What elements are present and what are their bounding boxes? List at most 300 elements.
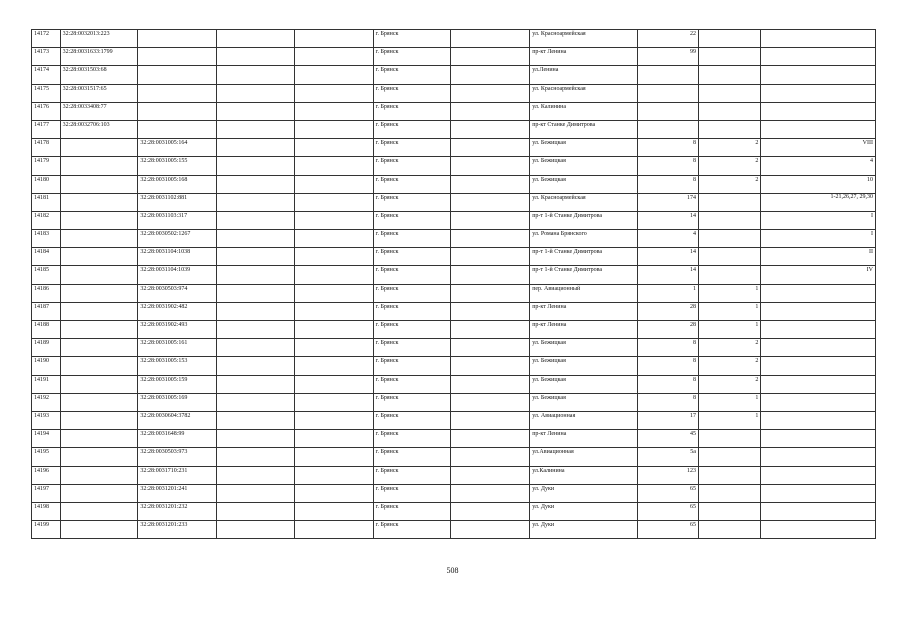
empty-cell [294,321,373,339]
cadastral-number-cell: 32:28:0031517:65 [60,84,138,102]
table-row [32,302,876,320]
empty-cell [294,48,373,66]
table-row [32,230,876,248]
empty-cell [217,321,295,339]
house-number-cell: 4 [637,230,698,248]
empty-cell [451,375,530,393]
empty-cell [451,66,530,84]
building-cell [698,248,760,266]
premises-cell [761,502,876,520]
cadastral-number-cell: 32:28:0031005:169 [138,393,217,411]
premises-cell [761,466,876,484]
city-cell: г. Брянск [373,102,451,120]
empty-cell [217,448,295,466]
cadastral-number-cell: 32:28:0031102:881 [138,193,217,211]
row-number-cell: 14173 [32,48,61,66]
empty-cell [294,211,373,229]
empty-cell [294,30,373,48]
cadastral-number-cell: 32:28:0031005:153 [138,357,217,375]
house-number-cell [637,66,698,84]
table-row [32,484,876,502]
empty-cell [294,102,373,120]
registry-table [31,29,876,539]
building-cell [698,430,760,448]
street-cell: ул. Дуки [530,502,637,520]
cadastral-number-cell: 32:28:0031005:168 [138,175,217,193]
premises-cell [761,357,876,375]
city-cell: г. Брянск [373,502,451,520]
empty-cell [217,357,295,375]
cadastral-number-cell: 32:28:0031648:99 [138,430,217,448]
city-cell: г. Брянск [373,302,451,320]
street-cell: ул. Дуки [530,484,637,502]
street-cell: ул. Красноармейская [530,84,637,102]
premises-cell [761,430,876,448]
cadastral-number-cell: 32:28:0031902:482 [138,302,217,320]
empty-cell [217,430,295,448]
row-number-cell: 14184 [32,248,61,266]
empty-cell [451,266,530,284]
cadastral-number-cell: 32:28:0030503:974 [138,284,217,302]
empty-cell [217,375,295,393]
empty-cell [294,502,373,520]
city-cell: г. Брянск [373,266,451,284]
table-row [32,66,876,84]
cadastral-number-cell: 32:28:0031710:231 [138,466,217,484]
building-cell: 1 [698,393,760,411]
street-cell: ул.Ленина [530,66,637,84]
table-row [32,102,876,120]
table-row [32,339,876,357]
empty-cell [217,175,295,193]
premises-cell: IV [761,266,876,284]
street-cell: пр-т 1-й Станке Димитрова [530,211,637,229]
premises-cell [761,339,876,357]
city-cell: г. Брянск [373,230,451,248]
street-cell: ул. Бежицкая [530,393,637,411]
house-number-cell: 28 [637,321,698,339]
row-number-cell: 14191 [32,375,61,393]
empty-cell [217,211,295,229]
empty-cell [451,466,530,484]
empty-cell [217,284,295,302]
city-cell: г. Брянск [373,375,451,393]
row-number-cell: 14190 [32,357,61,375]
row-number-cell: 14183 [32,230,61,248]
building-cell: 2 [698,357,760,375]
empty-cell [294,521,373,539]
empty-cell [451,230,530,248]
city-cell: г. Брянск [373,411,451,429]
house-number-cell: 14 [637,266,698,284]
cadastral-number-cell [138,66,217,84]
house-number-cell: 8 [637,375,698,393]
table-row [32,193,876,211]
city-cell: г. Брянск [373,284,451,302]
cadastral-number-cell: 32:28:0031902:493 [138,321,217,339]
cadastral-number-cell: 32:28:0030604:3782 [138,411,217,429]
row-number-cell: 14198 [32,502,61,520]
cadastral-number-cell [60,448,138,466]
empty-cell [451,393,530,411]
premises-cell: II [761,248,876,266]
row-number-cell: 14174 [32,66,61,84]
table-row [32,84,876,102]
house-number-cell: 8 [637,357,698,375]
street-cell: ул. Красноармейская [530,193,637,211]
cadastral-number-cell [60,411,138,429]
cadastral-number-cell [138,30,217,48]
city-cell: г. Брянск [373,48,451,66]
cadastral-number-cell: 32:28:0032013:223 [60,30,138,48]
building-cell: 1 [698,284,760,302]
street-cell: пр-т 1-й Станке Димитрова [530,248,637,266]
street-cell: ул. Бежицкая [530,375,637,393]
street-cell: ул. Бежицкая [530,339,637,357]
row-number-cell: 14185 [32,266,61,284]
street-cell: ул. Романа Брянского [530,230,637,248]
empty-cell [217,466,295,484]
premises-cell [761,321,876,339]
premises-cell: VIII [761,139,876,157]
street-cell: ул.Калинина [530,466,637,484]
empty-cell [451,211,530,229]
house-number-cell: 8 [637,157,698,175]
city-cell: г. Брянск [373,193,451,211]
building-cell: 1 [698,411,760,429]
table-body [32,30,876,539]
empty-cell [451,30,530,48]
house-number-cell: 99 [637,48,698,66]
empty-cell [451,48,530,66]
cadastral-number-cell: 32:28:0031104:1039 [138,266,217,284]
row-number-cell: 14193 [32,411,61,429]
premises-cell: 10 [761,175,876,193]
cadastral-number-cell [60,302,138,320]
premises-cell: 4 [761,157,876,175]
cadastral-number-cell [60,139,138,157]
house-number-cell: 28 [637,302,698,320]
city-cell: г. Брянск [373,120,451,138]
empty-cell [451,430,530,448]
street-cell: ул. Авиационная [530,411,637,429]
city-cell: г. Брянск [373,448,451,466]
cadastral-number-cell [138,48,217,66]
house-number-cell: 22 [637,30,698,48]
cadastral-number-cell: 32:28:0033408:77 [60,102,138,120]
city-cell: г. Брянск [373,139,451,157]
row-number-cell: 14197 [32,484,61,502]
table-row [32,30,876,48]
table-row [32,157,876,175]
empty-cell [294,339,373,357]
empty-cell [451,157,530,175]
cadastral-number-cell [60,375,138,393]
house-number-cell: 123 [637,466,698,484]
city-cell: г. Брянск [373,484,451,502]
empty-cell [217,266,295,284]
house-number-cell: 8 [637,175,698,193]
row-number-cell: 14182 [32,211,61,229]
empty-cell [294,66,373,84]
empty-cell [451,284,530,302]
building-cell [698,48,760,66]
empty-cell [451,411,530,429]
empty-cell [294,302,373,320]
cadastral-number-cell: 32:28:0031005:155 [138,157,217,175]
table-row [32,466,876,484]
street-cell: ул. Красноармейская [530,30,637,48]
city-cell: г. Брянск [373,430,451,448]
premises-cell [761,393,876,411]
house-number-cell: 5а [637,448,698,466]
building-cell [698,484,760,502]
house-number-cell: 65 [637,521,698,539]
table-row [32,375,876,393]
empty-cell [217,393,295,411]
premises-cell [761,448,876,466]
row-number-cell: 14175 [32,84,61,102]
building-cell: 2 [698,339,760,357]
table-row [32,393,876,411]
empty-cell [294,230,373,248]
building-cell [698,266,760,284]
house-number-cell: 14 [637,211,698,229]
table-row [32,448,876,466]
street-cell: ул. Дуки [530,521,637,539]
table-row [32,502,876,520]
premises-cell: I [761,230,876,248]
street-cell: пр-кт Ленина [530,48,637,66]
table-row [32,139,876,157]
empty-cell [451,102,530,120]
empty-cell [294,430,373,448]
street-cell: пр-кт Ленина [530,302,637,320]
row-number-cell: 14194 [32,430,61,448]
empty-cell [294,393,373,411]
empty-cell [294,466,373,484]
building-cell [698,466,760,484]
premises-cell [761,284,876,302]
premises-cell [761,48,876,66]
building-cell [698,30,760,48]
row-number-cell: 14172 [32,30,61,48]
house-number-cell: 65 [637,502,698,520]
empty-cell [217,157,295,175]
building-cell: 1 [698,302,760,320]
empty-cell [294,157,373,175]
empty-cell [294,248,373,266]
empty-cell [217,102,295,120]
street-cell: ул.Авиационная [530,448,637,466]
premises-cell [761,30,876,48]
row-number-cell: 14196 [32,466,61,484]
empty-cell [294,84,373,102]
empty-cell [451,448,530,466]
cadastral-number-cell: 32:28:0031103:317 [138,211,217,229]
empty-cell [217,120,295,138]
row-number-cell: 14186 [32,284,61,302]
cadastral-number-cell [60,211,138,229]
row-number-cell: 14179 [32,157,61,175]
building-cell [698,84,760,102]
table-row [32,266,876,284]
house-number-cell: 65 [637,484,698,502]
premises-cell [761,302,876,320]
empty-cell [217,230,295,248]
building-cell [698,521,760,539]
premises-cell [761,102,876,120]
city-cell: г. Брянск [373,393,451,411]
building-cell [698,66,760,84]
premises-cell [761,84,876,102]
table-row [32,284,876,302]
empty-cell [294,120,373,138]
row-number-cell: 14195 [32,448,61,466]
city-cell: г. Брянск [373,321,451,339]
row-number-cell: 14178 [32,139,61,157]
building-cell: 2 [698,175,760,193]
house-number-cell: 8 [637,393,698,411]
empty-cell [294,266,373,284]
house-number-cell [637,120,698,138]
city-cell: г. Брянск [373,211,451,229]
row-number-cell: 14187 [32,302,61,320]
empty-cell [217,84,295,102]
empty-cell [451,321,530,339]
house-number-cell: 17 [637,411,698,429]
house-number-cell: 14 [637,248,698,266]
cadastral-number-cell: 32:28:0031633:1799 [60,48,138,66]
empty-cell [451,521,530,539]
empty-cell [217,302,295,320]
table-row [32,411,876,429]
street-cell: ул. Бежицкая [530,139,637,157]
empty-cell [217,193,295,211]
city-cell: г. Брянск [373,521,451,539]
empty-cell [294,139,373,157]
empty-cell [451,193,530,211]
empty-cell [217,66,295,84]
cadastral-number-cell [60,284,138,302]
row-number-cell: 14199 [32,521,61,539]
building-cell [698,193,760,211]
cadastral-number-cell [60,175,138,193]
cadastral-number-cell [60,248,138,266]
cadastral-number-cell [60,502,138,520]
house-number-cell [637,102,698,120]
building-cell [698,102,760,120]
empty-cell [451,84,530,102]
city-cell: г. Брянск [373,84,451,102]
empty-cell [217,339,295,357]
cadastral-number-cell [60,339,138,357]
cadastral-number-cell [60,484,138,502]
cadastral-number-cell [138,120,217,138]
city-cell: г. Брянск [373,339,451,357]
empty-cell [217,411,295,429]
cadastral-number-cell [60,193,138,211]
empty-cell [294,375,373,393]
cadastral-number-cell [60,466,138,484]
table-row [32,211,876,229]
city-cell: г. Брянск [373,30,451,48]
cadastral-number-cell [60,357,138,375]
cadastral-number-cell [60,430,138,448]
cadastral-number-cell [60,393,138,411]
table-row [32,248,876,266]
cadastral-number-cell: 32:28:0031201:233 [138,521,217,539]
empty-cell [451,302,530,320]
row-number-cell: 14176 [32,102,61,120]
empty-cell [294,357,373,375]
row-number-cell: 14189 [32,339,61,357]
table-row [32,175,876,193]
cadastral-number-cell [60,157,138,175]
house-number-cell: 45 [637,430,698,448]
cadastral-number-cell [60,230,138,248]
cadastral-number-cell [60,266,138,284]
premises-cell [761,375,876,393]
cadastral-number-cell: 32:28:0031005:164 [138,139,217,157]
row-number-cell: 14180 [32,175,61,193]
empty-cell [451,248,530,266]
empty-cell [451,175,530,193]
cadastral-number-cell: 32:28:0031503:68 [60,66,138,84]
cadastral-number-cell: 32:28:0032706:103 [60,120,138,138]
table-row [32,321,876,339]
street-cell: ул. Бежицкая [530,157,637,175]
empty-cell [217,502,295,520]
row-number-cell: 14188 [32,321,61,339]
cadastral-number-cell: 32:28:0031201:232 [138,502,217,520]
empty-cell [217,521,295,539]
empty-cell [217,30,295,48]
street-cell: ул. Бежицкая [530,175,637,193]
cadastral-number-cell: 32:28:0031201:241 [138,484,217,502]
premises-cell [761,66,876,84]
empty-cell [294,411,373,429]
building-cell: 2 [698,375,760,393]
building-cell: 2 [698,157,760,175]
building-cell [698,230,760,248]
premises-cell: I [761,211,876,229]
street-cell: пр-кт Станке Димитрова [530,120,637,138]
cadastral-number-cell: 32:28:0030502:1267 [138,230,217,248]
cadastral-number-cell: 32:28:0030503:973 [138,448,217,466]
empty-cell [451,357,530,375]
cadastral-number-cell: 32:28:0031104:1038 [138,248,217,266]
city-cell: г. Брянск [373,66,451,84]
empty-cell [217,48,295,66]
page-number: 508 [446,566,459,575]
premises-cell [761,120,876,138]
empty-cell [451,502,530,520]
house-number-cell [637,84,698,102]
empty-cell [217,484,295,502]
house-number-cell: 8 [637,339,698,357]
city-cell: г. Брянск [373,248,451,266]
empty-cell [217,139,295,157]
empty-cell [294,193,373,211]
table-row [32,357,876,375]
row-number-cell: 14192 [32,393,61,411]
table-row [32,120,876,138]
street-cell: пр-кт Ленина [530,430,637,448]
table-row [32,521,876,539]
building-cell [698,211,760,229]
city-cell: г. Брянск [373,357,451,375]
